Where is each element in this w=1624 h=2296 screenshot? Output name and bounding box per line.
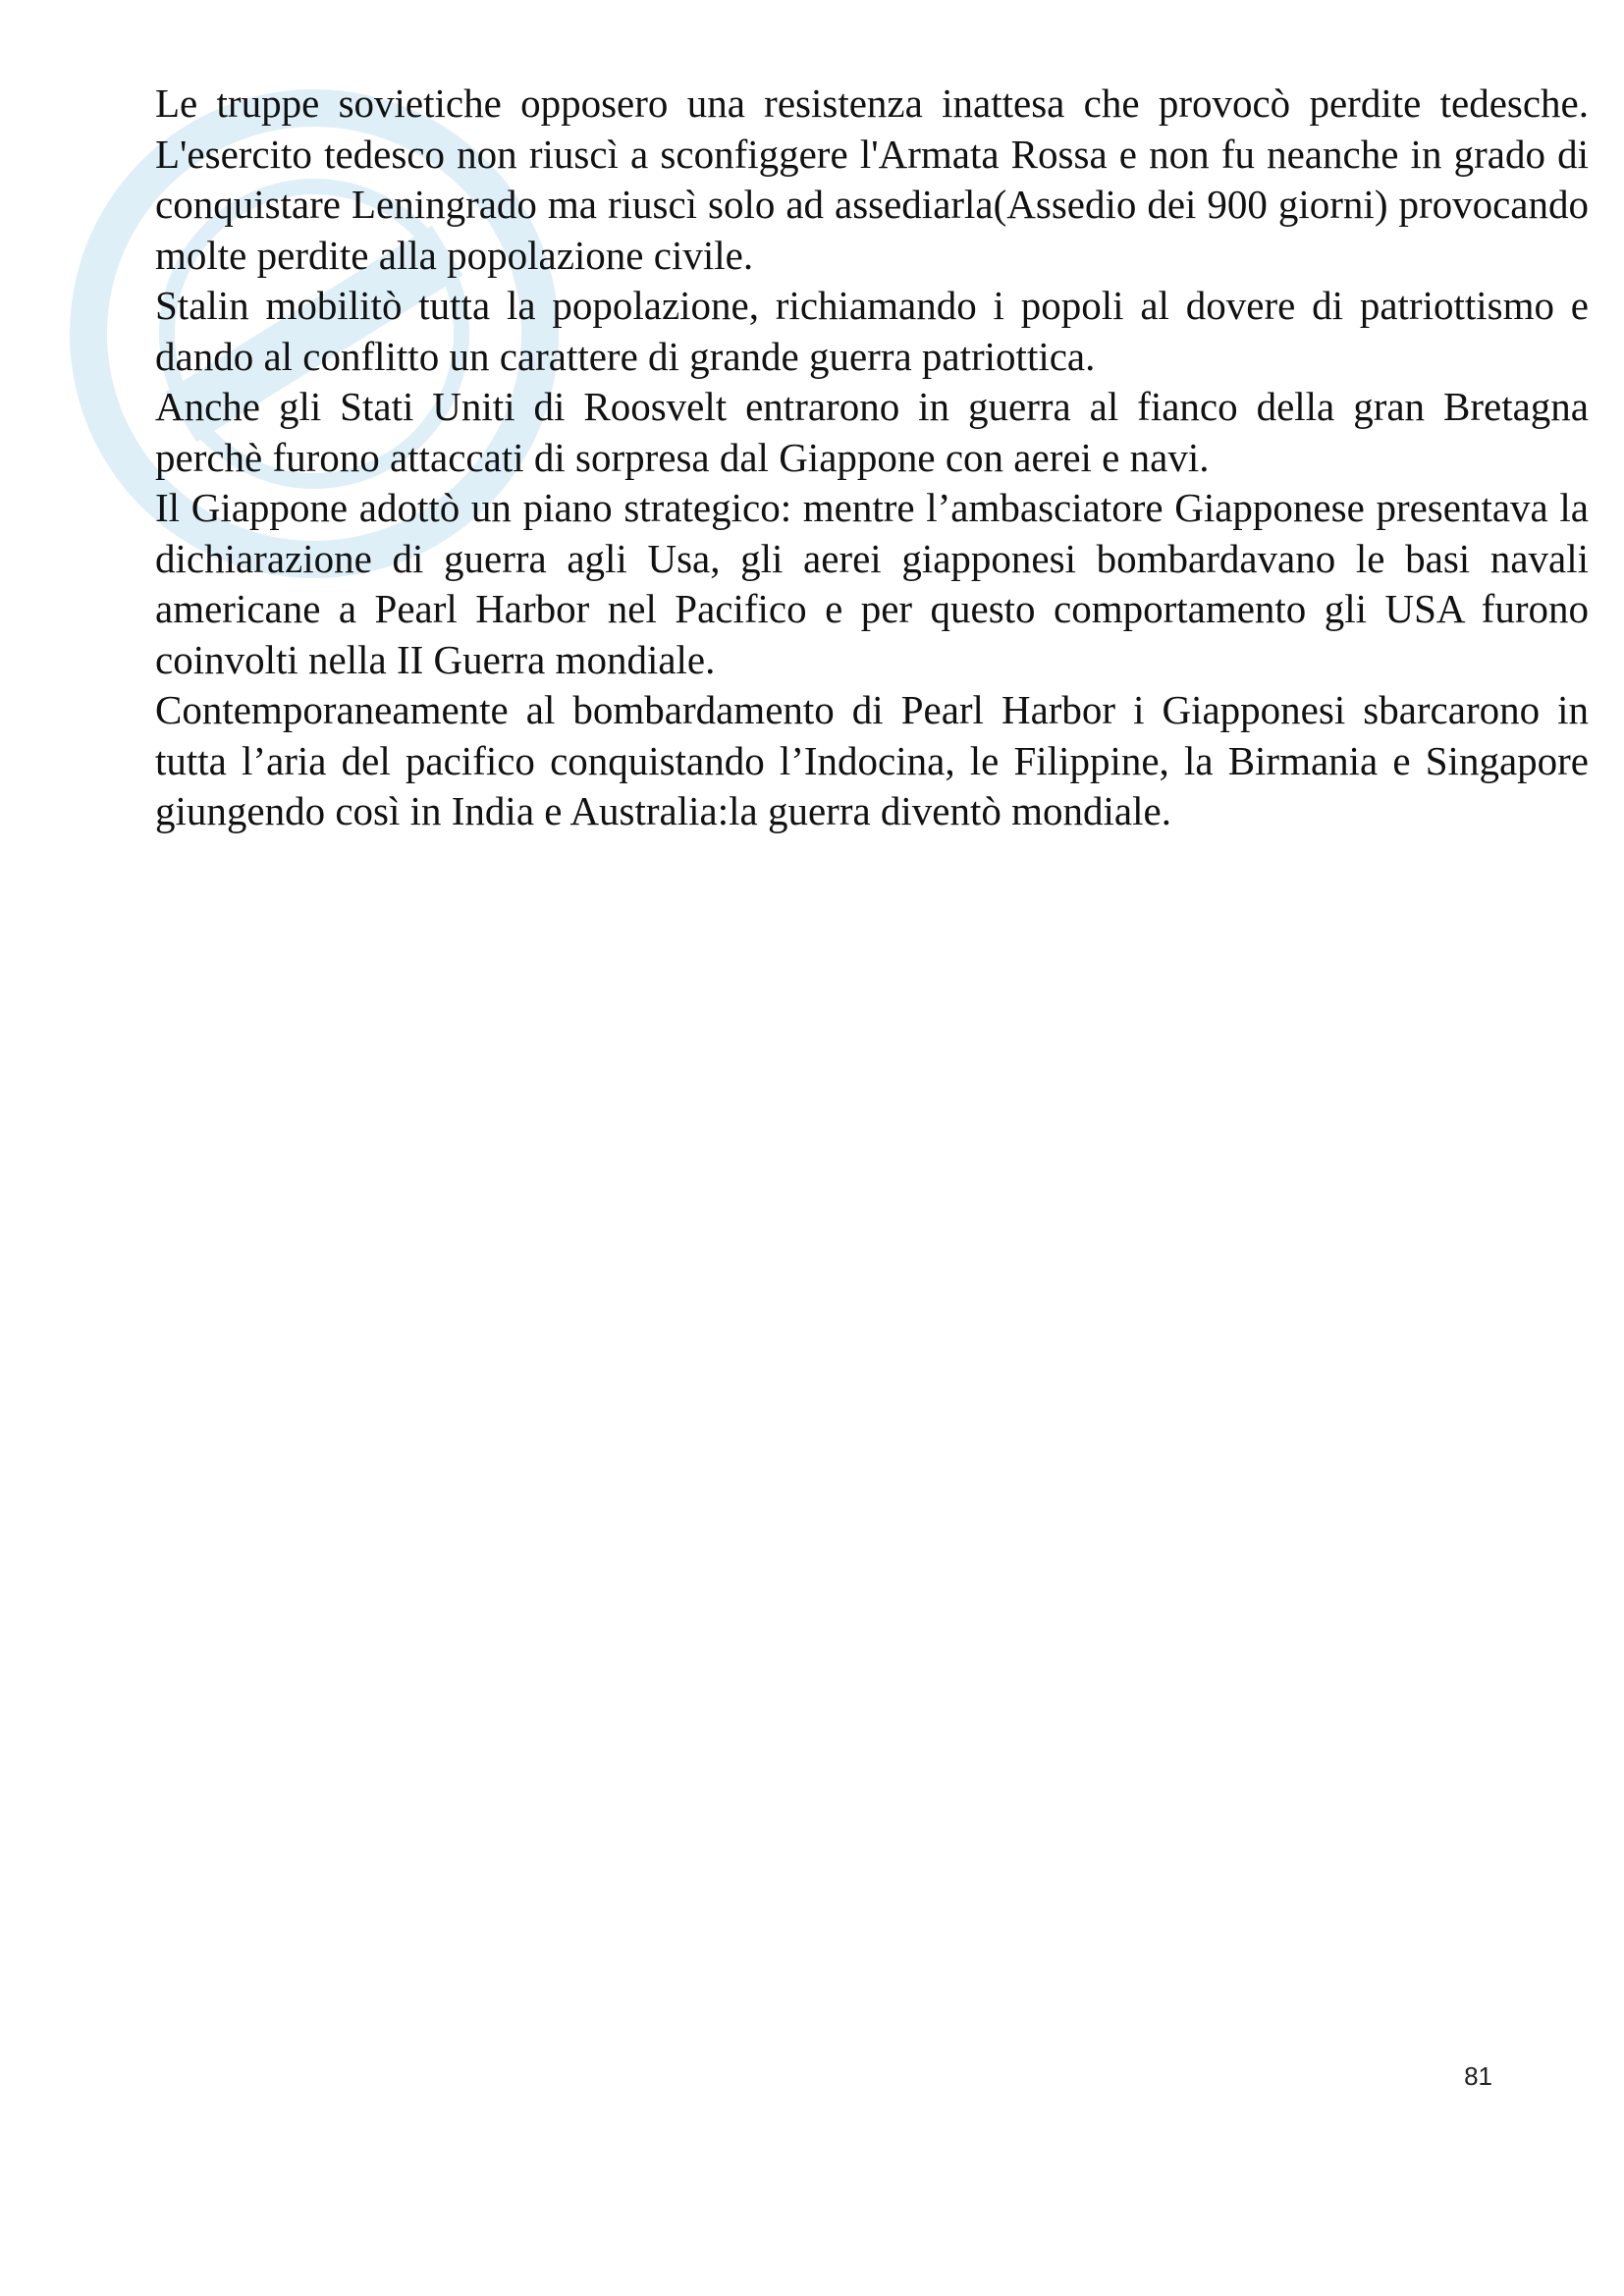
paragraph: Il Giappone adottò un piano strategico: mentre l’ambasciatore Giapponese presentava la dichiarazione di guerra agli Usa, gli aerei giapponesi bombardavano le basi navali americane a Pearl Harbor nel Pacifico e per questo comportamento gli USA furono coinvolti nella II Guerra mondiale. (155, 485, 1589, 682)
paragraph: Le truppe sovietiche opposero una resistenza inattesa che provocò perdite tedesche. L'esercito tedesco non riuscì a sconfiggere l'Armata Rossa e non fu neanche in grado di conquistare Leningrado ma riuscì solo ad assediarla(Assedio dei 900 giorni) provocando molte perdite alla popolazione civile. (155, 80, 1589, 278)
paragraph: Stalin mobilitò tutta la popolazione, richiamando i popoli al dovere di patriottismo e dando al conflitto un carattere di grande guerra patriottica. (155, 283, 1589, 379)
paragraph: Contemporaneamente al bombardamento di Pearl Harbor i Giapponesi sbarcarono in tutta l’aria del pacifico conquistando l’Indocina, le Filippine, la Birmania e Singapore giungendo così in India e Australia:la guerra diventò mondiale. (155, 687, 1589, 833)
body-text (155, 79, 1589, 837)
page-number: 81 (1464, 2061, 1492, 2091)
paragraph: Anche gli Stati Uniti di Roosvelt entrarono in guerra al fianco della gran Bretagna perchè furono attaccati di sorpresa dal Giappone con aerei e navi. (155, 384, 1589, 480)
